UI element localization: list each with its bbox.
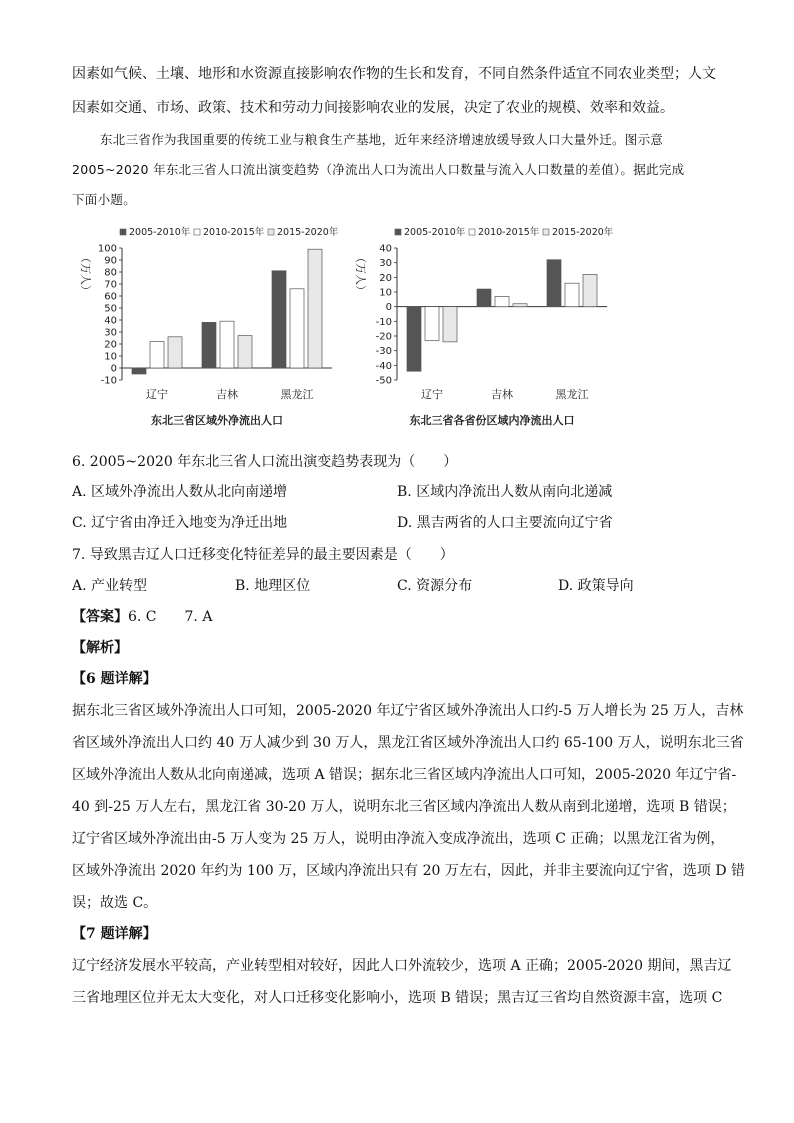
legend-label: 2005-2010年: [129, 227, 191, 238]
category-label: 辽宁: [421, 388, 443, 401]
category-label: 吉林: [216, 388, 238, 401]
detail-7-tag: 【7 题详解】: [72, 926, 157, 942]
chart-title: 东北三省各省份区域内净流出人口: [409, 414, 575, 427]
detail-6-line: 区域外净流出 2020 年约为 100 万，区域内净流出只有 20 万左右，因此，并非主要流向辽宁省，选项 D 错: [72, 863, 745, 879]
q6-option-c[interactable]: C. 辽宁省由净迁入地变为净迁出地: [72, 515, 288, 531]
passage-line: 因素如交通、市场、政策、技术和劳动力间接影响农业的发展，决定了农业的规模、效率和效益。: [72, 100, 674, 116]
bar: [513, 304, 527, 307]
chart-title: 东北三省区域外净流出人口: [151, 414, 283, 427]
q6-option-b[interactable]: B. 区域内净流出人数从南向北递减: [397, 484, 613, 500]
q7-option-a[interactable]: A. 产业转型: [72, 578, 148, 594]
bar: [290, 289, 304, 368]
chart-external-outflow: [60, 220, 350, 438]
bar: [407, 307, 421, 372]
legend-label: 2010-2015年: [203, 227, 265, 238]
category-label: 吉林: [491, 388, 513, 401]
bar: [150, 342, 164, 368]
detail-7-line: 辽宁经济发展水平较高，产业转型相对较好，因此人口外流较少，选项 A 正确；2005-2020 期间，黑吉辽: [72, 958, 732, 974]
analysis-tag: 【解析】: [72, 640, 128, 656]
q7-option-b[interactable]: B. 地理区位: [235, 578, 311, 594]
q6-option-a[interactable]: A. 区域外净流出人数从北向南递增: [72, 484, 288, 500]
answer-line: [72, 607, 732, 627]
bar: [565, 283, 579, 306]
legend-swatch: [543, 229, 549, 235]
detail-7-line: 三省地理区位并无太大变化，对人口迁移变化影响小，选项 B 错误；黑吉辽三省均自然资源丰富，选项 C: [72, 990, 723, 1006]
answer-text: 6. C 7. A: [128, 609, 213, 625]
y-axis-label: （万人）: [354, 252, 367, 296]
y-tick-label: 0: [110, 363, 117, 375]
legend-label: 2005-2010年: [404, 227, 466, 238]
detail-6-line: 省区域外净流出人口约 40 万人减少到 30 万人，黑龙江省区域外净流出人口约 65-100 万人，说明东北三省: [72, 735, 744, 751]
y-tick-label: -10: [375, 316, 392, 328]
bar: [425, 307, 439, 341]
intro-line: 东北三省作为我国重要的传统工业与粮食生产基地，近年来经济增速放缓导致人口大量外迁。图示意: [100, 132, 664, 147]
q7-option-d[interactable]: D. 政策导向: [558, 578, 634, 594]
q7-option-c[interactable]: C. 资源分布: [397, 578, 473, 594]
detail-6-tag: 【6 题详解】: [72, 671, 157, 687]
legend-swatch: [194, 229, 200, 235]
detail-6-line: 误；故选 C。: [72, 895, 158, 911]
bar: [477, 289, 491, 307]
y-tick-label: -40: [375, 360, 392, 372]
y-tick-label: -30: [375, 346, 392, 358]
y-tick-label: 70: [104, 279, 117, 291]
legend-swatch: [395, 229, 401, 235]
legend-label: 2010-2015年: [478, 227, 540, 238]
intro-line: 2005~2020 年东北三省人口流出演变趋势（净流出人口为流出人口数量与流入人口数量的差值）。据此完成: [72, 162, 685, 177]
detail-6-line: 区域外净流出人数从北向南递减，选项 A 错误；据东北三省区域内净流出人口可知，2005-2020 年辽宁省-: [72, 767, 737, 783]
bar: [132, 368, 146, 374]
legend-label: 2015-2020年: [552, 227, 614, 238]
detail-6-line: 辽宁省区域外净流出由-5 万人变为 25 万人，说明由净流入变成净流出，选项 C 正确；以黑龙江省为例，: [72, 831, 725, 847]
y-tick-label: 10: [104, 351, 117, 363]
y-tick-label: 40: [379, 243, 392, 255]
y-tick-label: 30: [104, 327, 117, 339]
y-tick-label: 0: [385, 302, 392, 314]
detail-6-line: 40 到-25 万人左右，黑龙江省 30-20 万人，说明东北三省区域内净流出人数从南到北递增，选项 B 错误；: [72, 799, 736, 815]
y-tick-label: 20: [379, 272, 392, 284]
intro-line: 下面小题。: [72, 192, 137, 207]
answer-tag: 【答案】: [72, 609, 128, 625]
q6-option-d[interactable]: D. 黑吉两省的人口主要流向辽宁省: [397, 515, 613, 531]
y-tick-label: 60: [104, 291, 117, 303]
y-tick-label: -10: [100, 375, 117, 387]
y-axis-label: （万人）: [79, 252, 92, 296]
bar: [202, 322, 216, 368]
bar: [495, 296, 509, 306]
passage-line: 因素如气候、土壤、地形和水资源直接影响农作物的生长和发育，不同自然条件适宜不同农业类型；人文: [72, 66, 716, 82]
category-label: 黑龙江: [280, 388, 314, 401]
legend-swatch: [469, 229, 475, 235]
category-label: 黑龙江: [555, 388, 589, 401]
question-6-stem: 6. 2005~2020 年东北三省人口流出演变趋势表现为（ ）: [72, 454, 458, 470]
detail-6-line: 据东北三省区域外净流出人口可知，2005-2020 年辽宁省区域外净流出人口约-5 万人增长为 25 万人，吉林: [72, 703, 744, 719]
bar: [547, 260, 561, 307]
bar: [583, 274, 597, 306]
category-label: 辽宁: [146, 388, 168, 401]
bar: [272, 271, 286, 368]
bar: [238, 336, 252, 368]
legend-label: 2015-2020年: [277, 227, 339, 238]
y-tick-label: -50: [375, 375, 392, 387]
legend-swatch: [268, 229, 274, 235]
y-tick-label: -20: [375, 331, 392, 343]
bar: [168, 337, 182, 368]
legend-swatch: [120, 229, 126, 235]
bar: [220, 321, 234, 368]
y-tick-label: 80: [104, 267, 117, 279]
y-tick-label: 10: [379, 287, 392, 299]
y-tick-label: 40: [104, 315, 117, 327]
question-7-stem: 7. 导致黑吉辽人口迁移变化特征差异的最主要因素是（ ）: [72, 547, 454, 563]
bar: [308, 249, 322, 368]
bar: [443, 307, 457, 342]
y-tick-label: 90: [104, 255, 117, 267]
y-tick-label: 30: [379, 258, 392, 270]
chart-internal-outflow: [335, 220, 625, 438]
y-tick-label: 20: [104, 339, 117, 351]
y-tick-label: 50: [104, 303, 117, 315]
y-tick-label: 100: [97, 243, 117, 255]
